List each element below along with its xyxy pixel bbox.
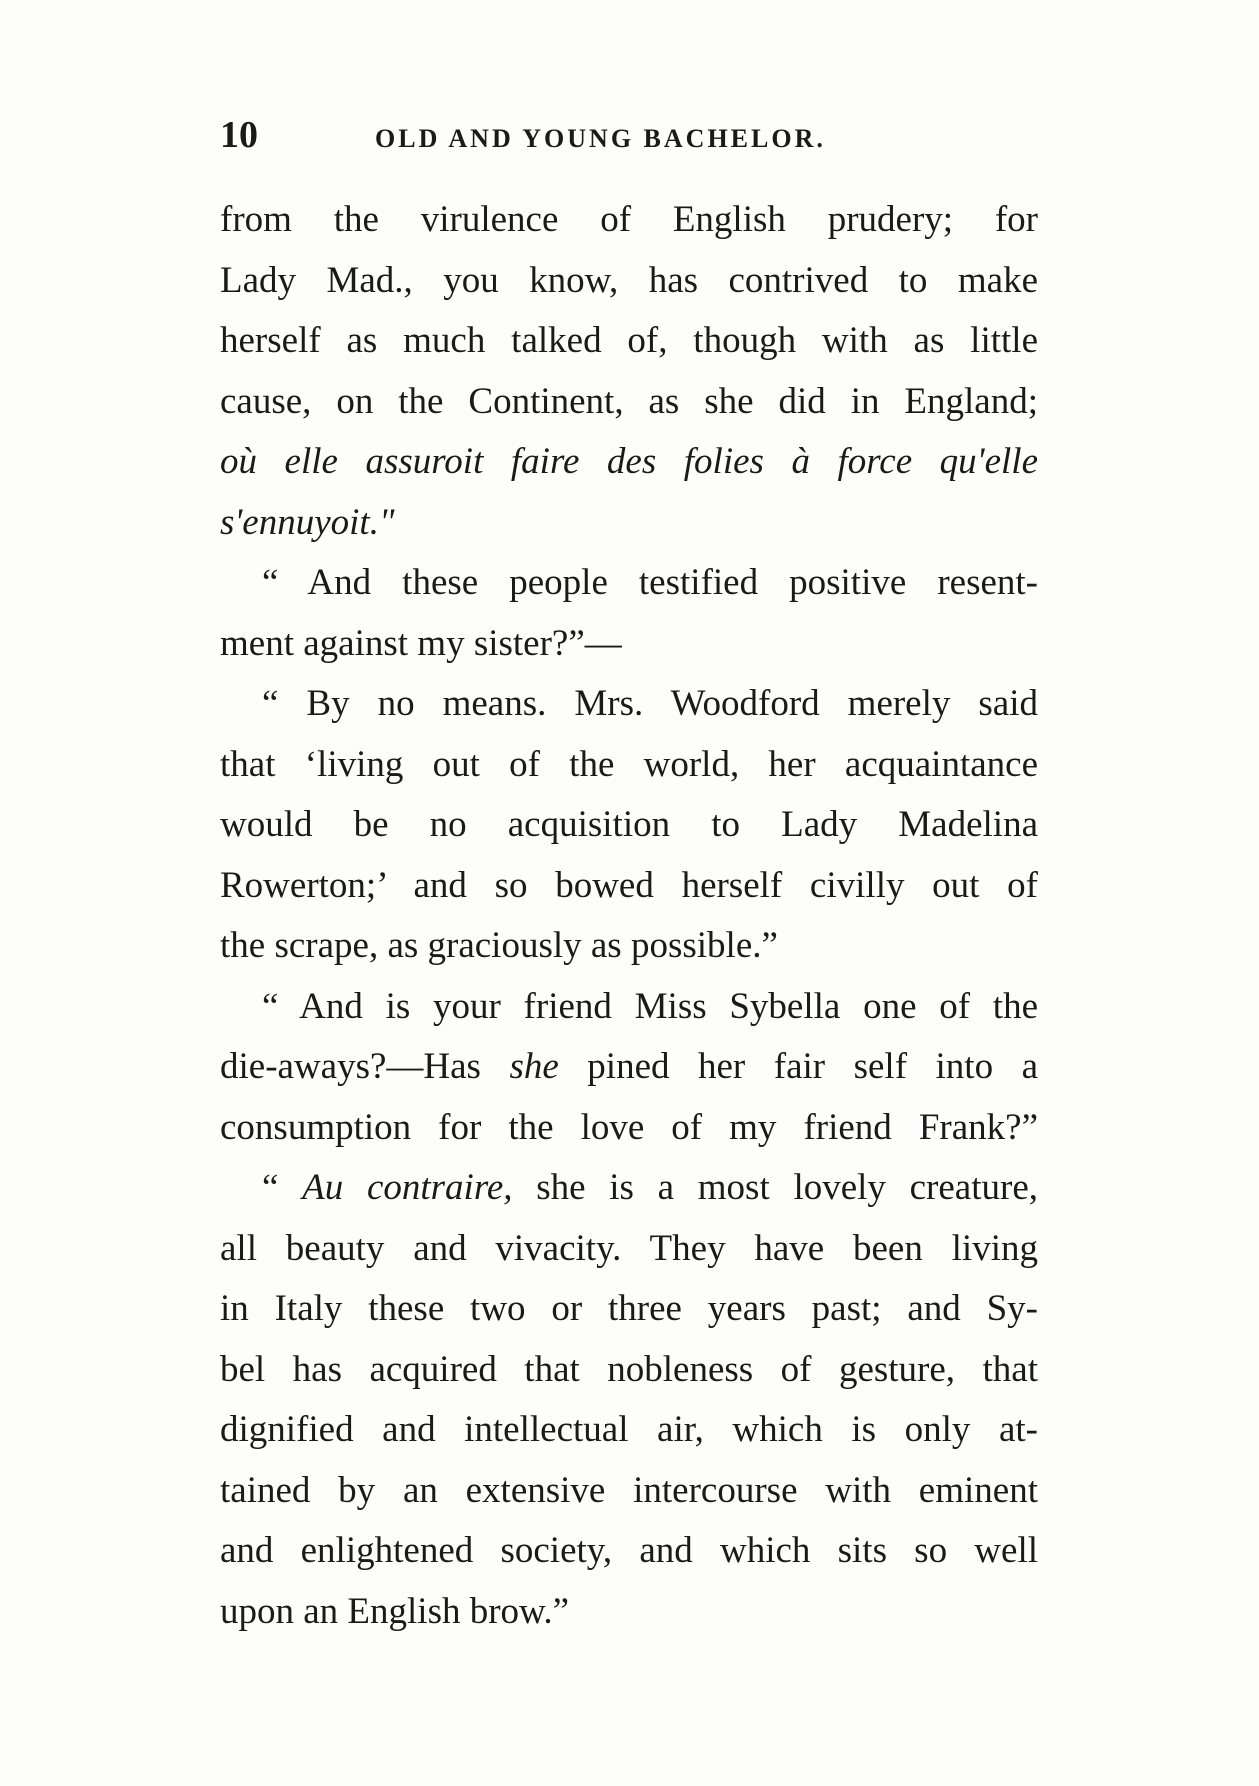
text-line	[220, 1037, 1038, 1098]
text-line: consumption for the love of my friend Frank?”	[220, 1106, 1038, 1148]
text-line: bel has acquired that nobleness of gesture, that	[220, 1348, 1038, 1390]
text-line	[220, 1158, 1038, 1219]
text-line: in Italy these two or three years past; and Sy-	[220, 1288, 1038, 1329]
text-segment: die-aways?—Has	[220, 1046, 510, 1087]
page-number: 10	[220, 114, 258, 156]
text-line: all beauty and vivacity. They have been living	[220, 1227, 1038, 1269]
text-line: from the virulence of English prudery; for	[220, 199, 1038, 240]
body-text	[220, 190, 1038, 1642]
text-line: tained by an extensive intercourse with eminent	[220, 1469, 1038, 1511]
text-line: cause, on the Continent, as she did in England;	[220, 380, 1038, 422]
text-segment: pined her fair self into a	[558, 1046, 1039, 1087]
page-header	[220, 110, 1040, 160]
text-segment: “	[262, 1167, 303, 1208]
text-segment: she is a most lovely creature,	[512, 1167, 1038, 1208]
text-line: upon an English brow.”	[220, 1590, 570, 1632]
running-title: OLD AND YOUNG BACHELOR.	[375, 124, 826, 153]
text-line: “ And is your friend Miss Sybella one of the	[262, 985, 1038, 1027]
text-line: the scrape, as graciously as possible.”	[220, 925, 778, 966]
text-line: that ‘living out of the world, her acquaintance	[220, 743, 1038, 785]
text-line: would be no acquisition to Lady Madelina	[220, 804, 1038, 845]
text-segment-italic: she	[509, 1046, 559, 1087]
text-line: Lady Mad., you know, has contrived to make	[220, 259, 1038, 301]
text-line-italic: où elle assuroit faire des folies à force qu'elle	[220, 441, 1038, 482]
text-line: ment against my sister?”—	[220, 622, 622, 664]
text-line: “ By no means. Mrs. Woodford merely said	[262, 683, 1038, 724]
text-line: Rowerton;’ and so bowed herself civilly out of	[220, 864, 1038, 906]
text-line: “ And these people testified positive resent-	[262, 562, 1038, 603]
text-line: herself as much talked of, though with as little	[220, 320, 1038, 361]
text-line-italic: s'ennuyoit."	[220, 501, 395, 543]
text-line: dignified and intellectual air, which is only at-	[220, 1409, 1038, 1450]
text-line: and enlightened society, and which sits so well	[220, 1530, 1038, 1571]
text-segment-italic: Au contraire,	[302, 1167, 513, 1208]
